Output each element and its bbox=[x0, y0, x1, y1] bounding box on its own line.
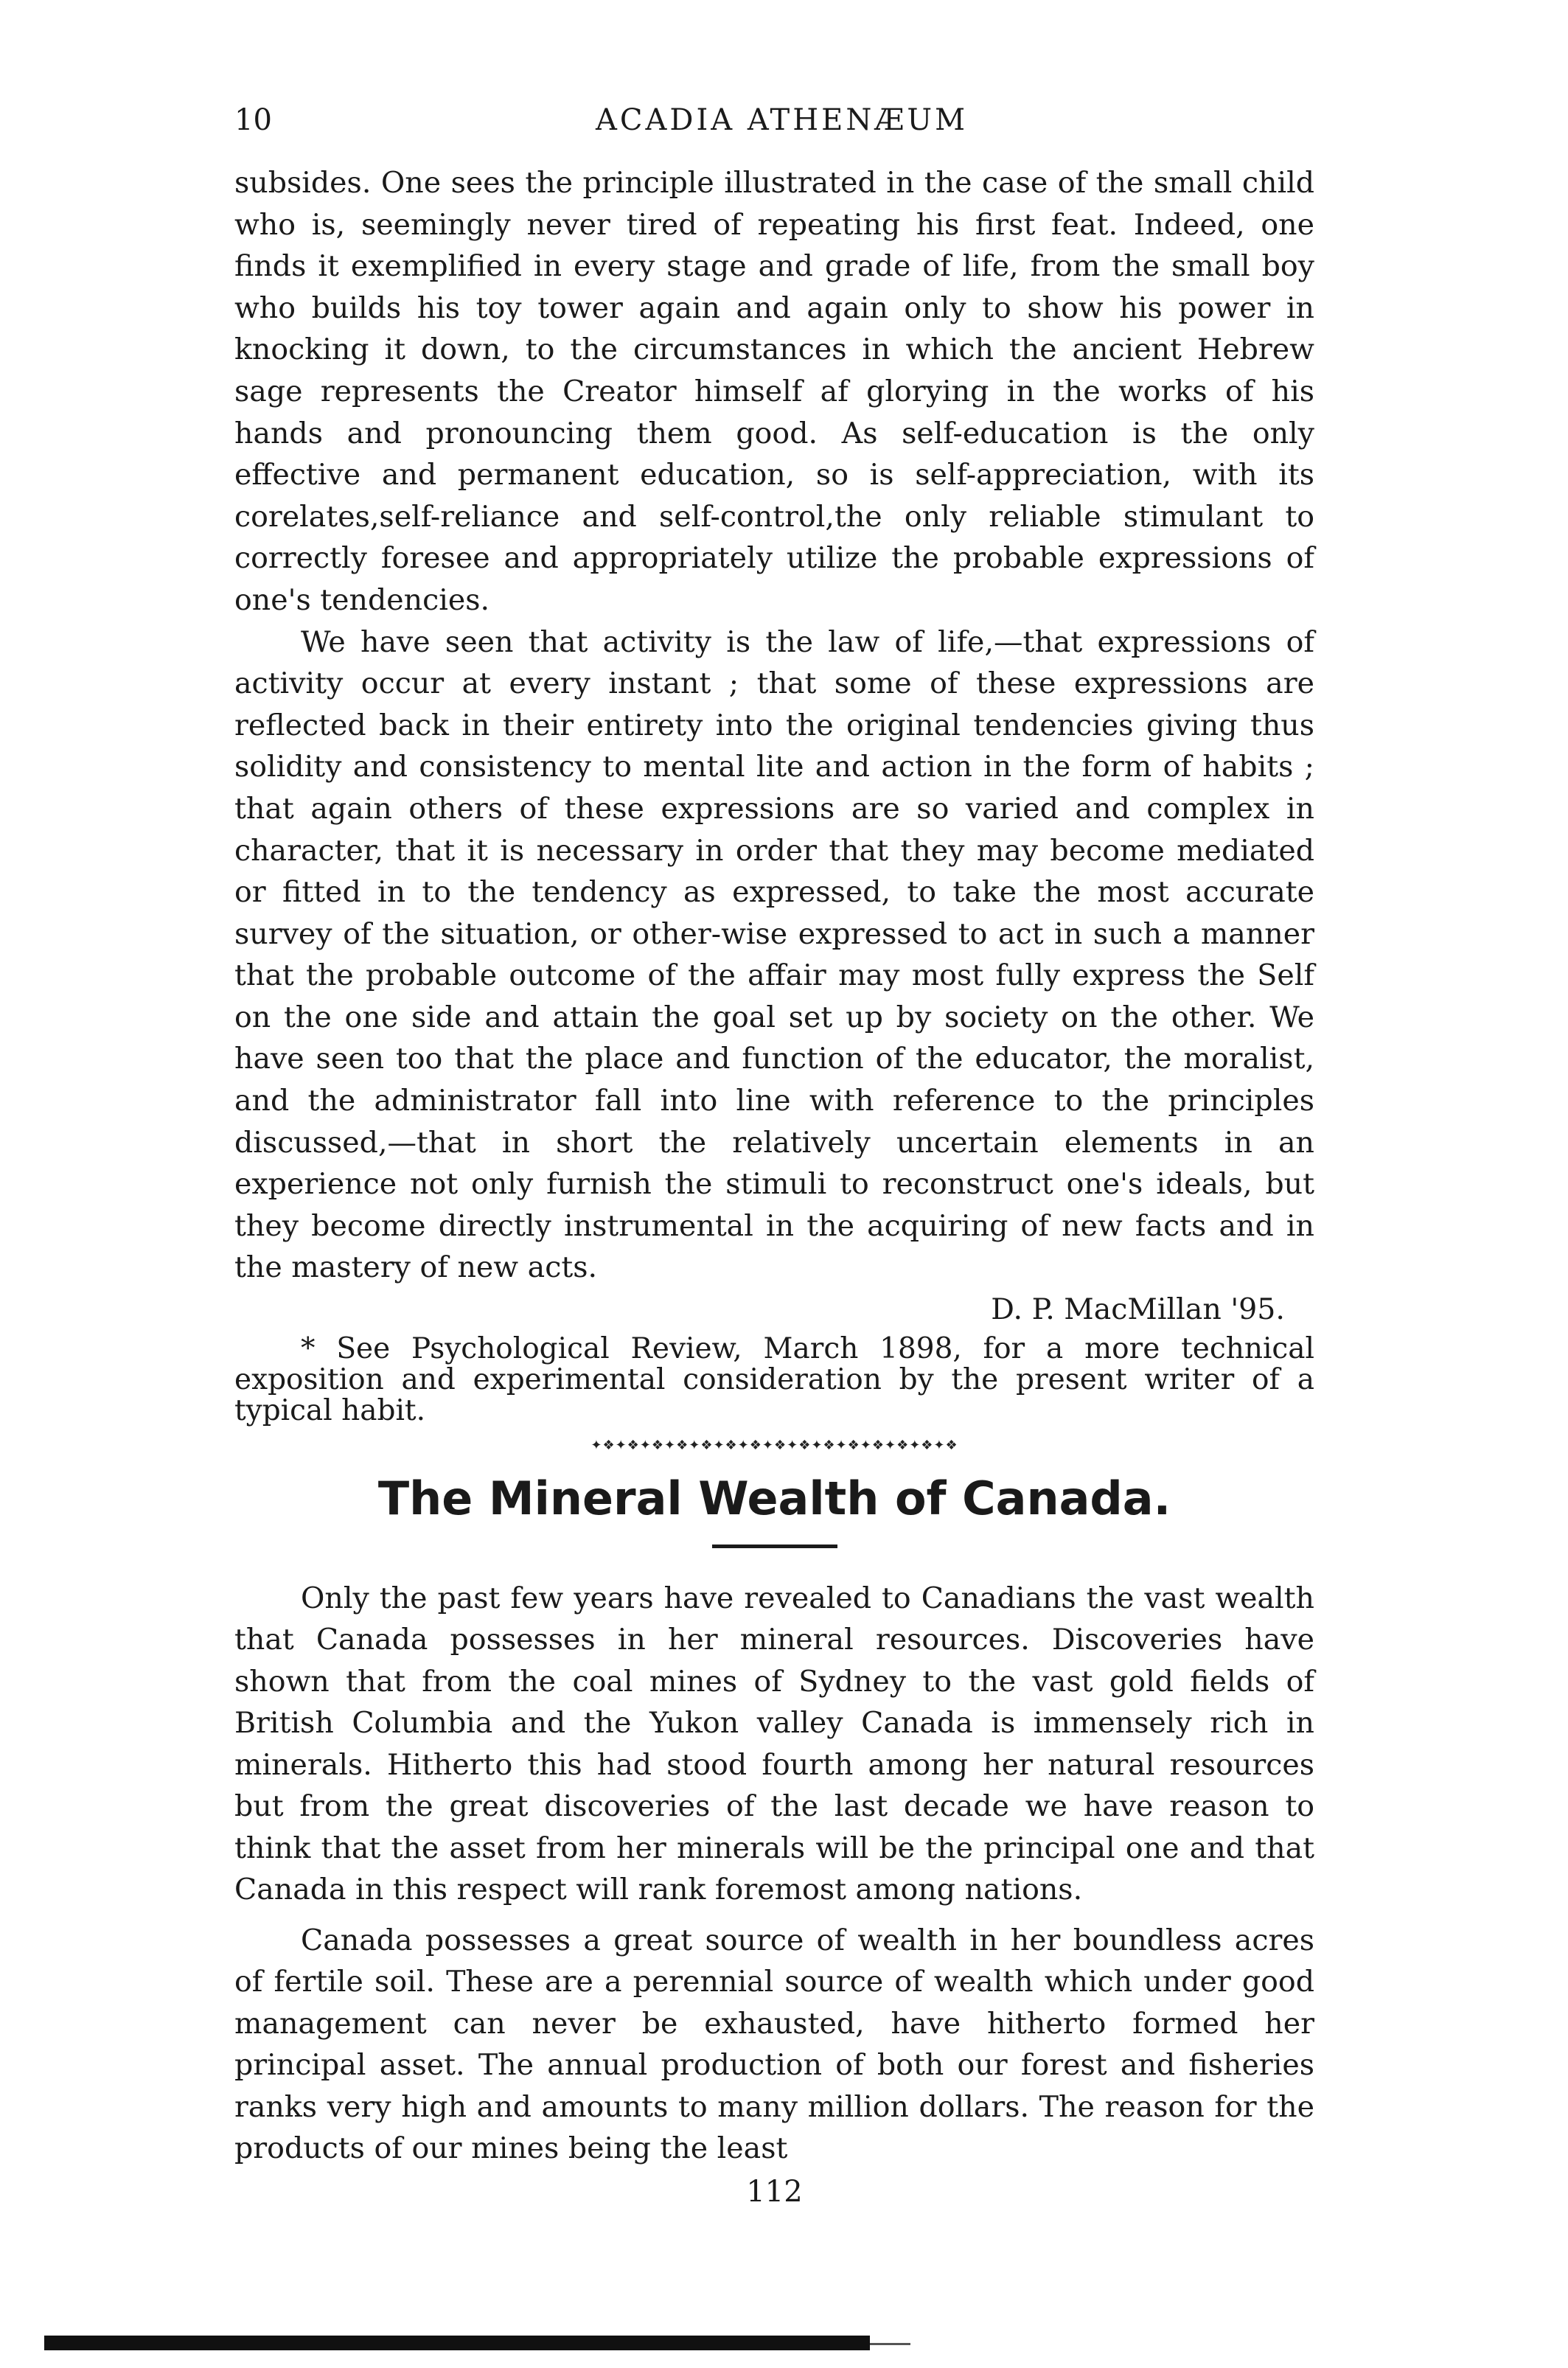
running-title: ACADIA ATHENÆUM bbox=[596, 103, 969, 137]
essay-paragraph: We have seen that activity is the law of life,—that expressions of activity occur at every instant ; that some of these expressions are reflected back in their entirety into the original tendencies giving thus solidity and consistency to mental lite and action in the form of habits ; that again others of these expressions are so varied and complex in character, that it is necessary in order that they may become mediated or fitted in to the tendency as expressed, to take the most accurate survey of the situation, or other-wise expressed to act in such a manner that the probable outcome of the affair may most fully express the Self on the one side and attain the goal set up by society on the other. We have seen too that the place and function of the educator, the moralist, and the administrator fall into line with reference to the principles discussed,—that in short the relatively uncertain elements in an experience not only furnish the stimuli to reconstruct one's ideals, but they become directly instrumental in the acquiring of new facts and in the mastery of new acts. bbox=[234, 624, 1314, 1285]
page-header bbox=[234, 96, 1314, 149]
page-number: 10 bbox=[234, 103, 272, 137]
footnote: * See Psychological Review, March 1898, for a more technical exposition and experimental consideration by the present writer of a typical habit. bbox=[234, 1331, 1314, 1427]
article-paragraph: Canada possesses a great source of wealth in her boundless acres of fertile soil. These are a perennial source of wealth which under good management can never be exhausted, have hitherto formed her principal asset. The annual production of both our forest and fisheries ranks very high and amounts to many million dollars. The reason for the products of our mines being the least bbox=[234, 1923, 1314, 2166]
essay-paragraph: subsides. One sees the principle illustrated in the case of the small child who is, seemingly never tired of repeating his first feat. Indeed, one finds it exemplified in every stage and grade of life, from the small boy who builds his toy tower again and again only to show his power in knocking it down, to the circumstances in which the ancient Hebrew sage represents the Creator himself af glorying in the works of his hands and pronouncing them good. As self-education is the only effective and permanent education, so is self-appreciation, with its corelates,self-reliance and self-control,the only reliable stimulant to correctly foresee and appropriately utilize the probable expressions of one's tendencies. bbox=[234, 166, 1314, 617]
article-title: The Mineral Wealth of Canada. bbox=[377, 1471, 1171, 1525]
essay-conclusion bbox=[234, 162, 1314, 1331]
journal-page bbox=[234, 96, 1314, 2209]
title-rule bbox=[712, 1545, 837, 1548]
article-body bbox=[234, 1578, 1314, 2170]
article-paragraph: Only the past few years have revealed to Canadians the vast wealth that Canada possesses in her mineral resources. Discoveries have shown that from the coal mines of Sydney to the vast gold fields of British Columbia and the Yukon valley Canada is immensely rich in minerals. Hitherto this had stood fourth among her natural resources but from the great discoveries of the last decade we have reason to think that the asset from her minerals will be the principal one and that Canada in this respect will rank foremost among nations. bbox=[234, 1581, 1314, 1907]
scan-edge-line bbox=[870, 2343, 910, 2345]
author-signature: D. P. MacMillan '95. bbox=[991, 1292, 1285, 1327]
section-ornament: ✦❖✦❖✦❖✦❖✦❖✦❖✦❖✦❖✦❖✦❖✦❖✦❖✦❖✦❖✦❖ bbox=[590, 1437, 958, 1453]
folio-number: 112 bbox=[746, 2175, 803, 2209]
scan-edge-bar bbox=[44, 2336, 870, 2350]
